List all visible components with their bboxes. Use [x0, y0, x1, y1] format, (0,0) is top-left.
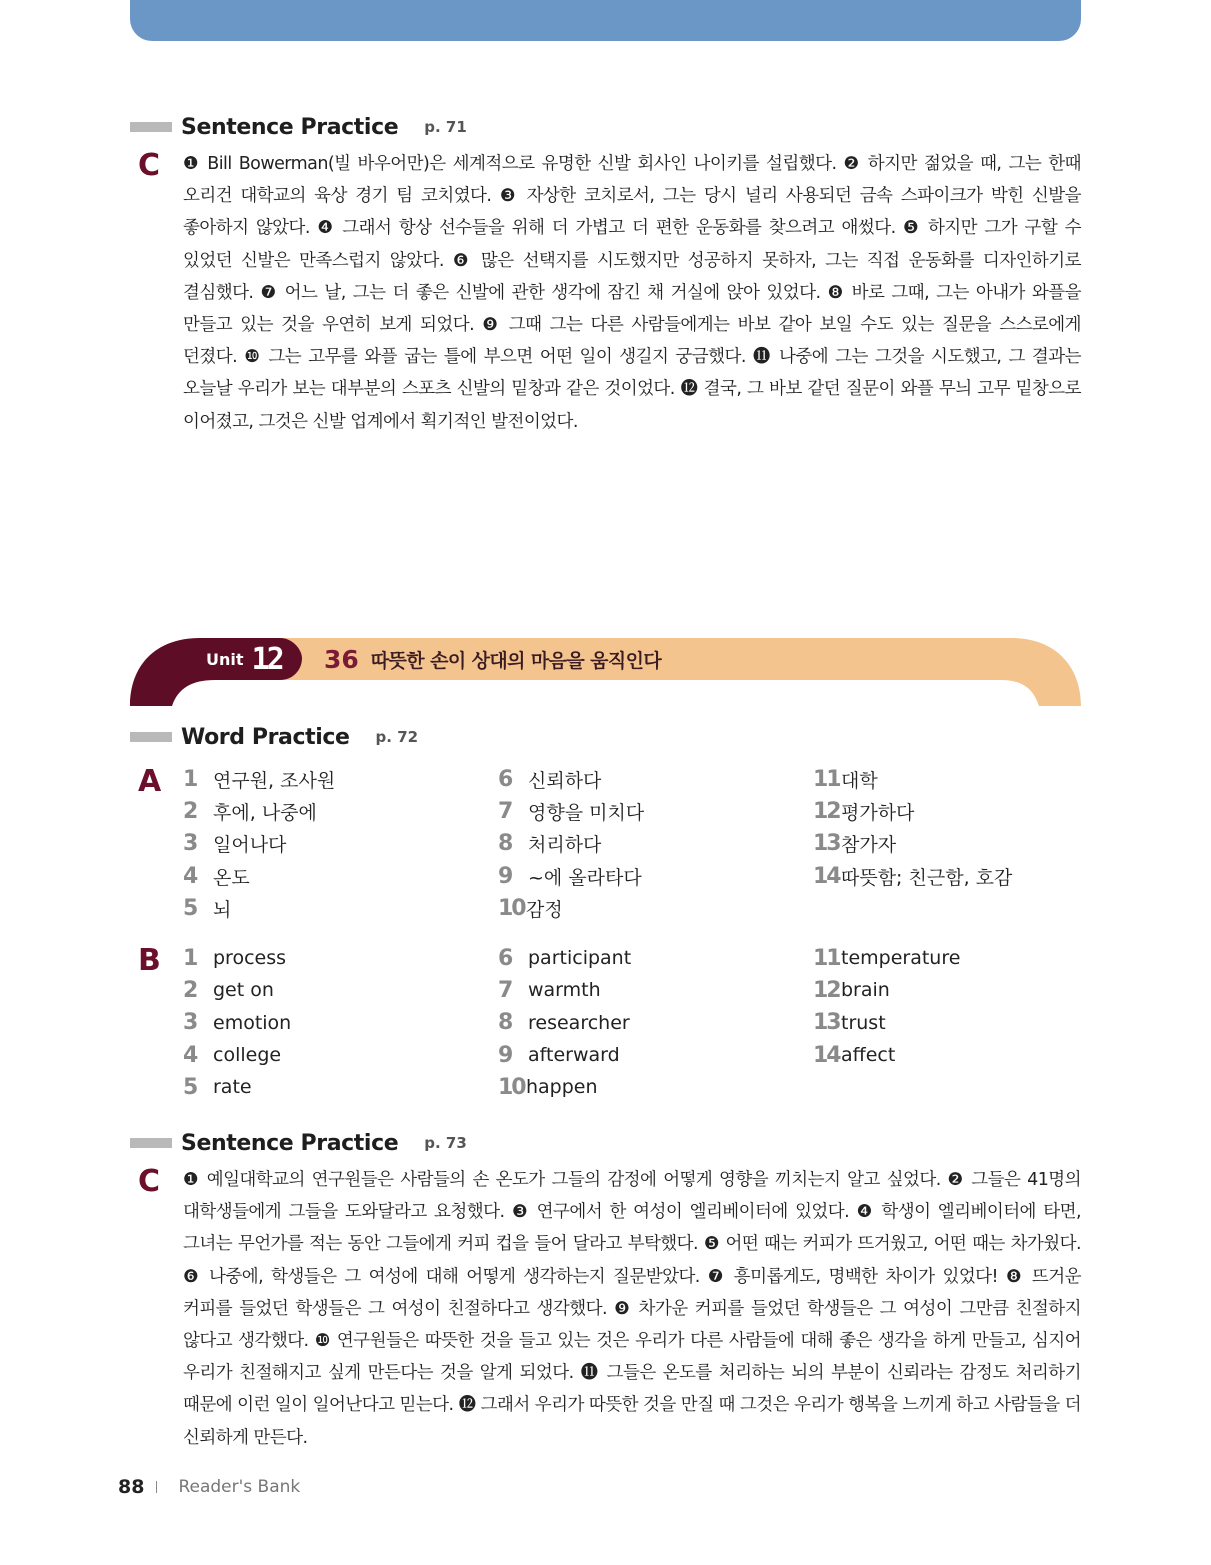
list-item [498, 1071, 798, 1103]
item-number: 13 [813, 831, 840, 857]
list-item [183, 828, 483, 860]
word-list-a-col-3 [813, 763, 1113, 892]
item-text: brain [841, 979, 890, 1002]
item-text: college [213, 1044, 282, 1067]
item-text: emotion [213, 1011, 292, 1034]
item-text: process [213, 947, 287, 970]
list-item [498, 860, 798, 892]
item-number: 13 [813, 1010, 840, 1036]
sentence-practice-answer-text-2: ❶ 예일대학교의 연구원들은 사람들의 손 온도가 그들의 감정에 어떻게 영향을 끼치는지 알고 싶었다. ❷ 그들은 41명의 대학생들에게 그들을 도와달라고 요청했다. ❸ 연구에서 한 여성이 엘리베이터에 있었다. ❹ 학생이 엘리베이터에 타면, 그녀는 무언가를 적는 동안 그들에게 커피 컵을 들어 달라고 부탁했다. ❺ 어떤 때는 커피가 뜨거웠고, 어떤 때는 차가웠다. ❻ 나중에, 학생들은 그 여성에 대해 어떻게 생각하는지 질문받았다. ❼ 흥미롭게도, 명백한 차이가 있었다! ❽ 뜨거운 커피를 들었던 학생들은 그 여성이 친절하다고 생각했다. ❾ 차가운 커피를 들었던 학생들은 그 여성이 그만큼 친절하지 않다고 생각했다. ❿ 연구원들은 따뜻한 것을 들고 있는 것은 우리가 다른 사람들에 대해 좋은 생각을 하게 만들고, 심지어 우리가 친절해지고 싶게 만든다는 것을 알게 되었다. ⓫ 그들은 온도를 처리하는 뇌의 부분이 신뢰라는 감정도 처리하기 때문에 이런 일이 일어난다고 믿는다. ⓬ 그래서 우리가 따뜻한 것을 만질 때 그것은 우리가 행복을 느끼게 하고 사람들을 더 신뢰하게 만든다. [183, 1170, 1081, 1448]
unit-number: 12 [251, 641, 282, 677]
item-number: 4 [183, 863, 199, 889]
word-list-a-col-2 [498, 763, 798, 924]
item-text: 신뢰하다 [528, 769, 602, 792]
item-number: 14 [813, 1042, 840, 1068]
list-item [183, 763, 483, 795]
item-number: 11 [813, 766, 840, 792]
list-item [183, 1071, 483, 1103]
section-heading-word-practice [130, 722, 418, 752]
lesson-title [324, 645, 661, 673]
item-text: get on [213, 979, 274, 1002]
word-list-b-col-1 [183, 942, 483, 1103]
footer-divider [156, 1481, 157, 1493]
list-item [813, 1039, 1113, 1071]
list-item [183, 1007, 483, 1039]
unit-word: Unit [206, 649, 244, 669]
word-list-a-col-1 [183, 763, 483, 924]
item-number: 4 [183, 1042, 199, 1068]
item-number: 11 [813, 945, 840, 971]
item-number: 7 [498, 798, 514, 824]
list-item [183, 795, 483, 827]
item-number: 8 [498, 1010, 514, 1036]
item-number: 3 [183, 1010, 199, 1036]
item-number: 12 [813, 977, 840, 1003]
item-text: 감정 [526, 898, 563, 921]
list-item [813, 828, 1113, 860]
exercise-letter-c-2: C [138, 1164, 161, 1199]
item-text: 뇌 [213, 898, 232, 921]
book-title: Reader's Bank [178, 1477, 301, 1497]
list-item [498, 795, 798, 827]
section-bar [130, 122, 172, 132]
list-item [498, 828, 798, 860]
word-list-b-col-3 [813, 942, 1113, 1071]
item-number: 1 [183, 766, 199, 792]
section-bar [130, 1138, 172, 1148]
item-text: 일어나다 [213, 834, 287, 857]
item-number: 7 [498, 977, 514, 1003]
item-text: ~에 올라타다 [528, 866, 642, 889]
list-item [183, 942, 483, 974]
list-item [183, 974, 483, 1006]
item-text: 대학 [841, 769, 878, 792]
section-heading-sentence-practice-1 [130, 112, 467, 142]
section-page-ref: p. 72 [375, 728, 419, 746]
list-item [498, 763, 798, 795]
item-text: 영향을 미치다 [528, 801, 645, 824]
item-number: 9 [498, 1042, 514, 1068]
item-number: 10 [498, 1074, 525, 1100]
list-item [813, 1007, 1113, 1039]
item-text: warmth [528, 979, 601, 1002]
page-number: 88 [118, 1476, 145, 1498]
item-text: researcher [528, 1011, 630, 1034]
section-page-ref: p. 71 [424, 118, 467, 136]
item-number: 5 [183, 895, 199, 921]
exercise-letter-a: A [138, 764, 162, 799]
unit-label [206, 641, 282, 677]
item-text: trust [841, 1011, 886, 1034]
item-number: 3 [183, 831, 199, 857]
list-item [813, 860, 1113, 892]
item-text: 평가하다 [841, 801, 915, 824]
item-number: 5 [183, 1074, 199, 1100]
word-list-b-col-2 [498, 942, 798, 1103]
item-text: temperature [841, 947, 961, 970]
item-text: rate [213, 1076, 252, 1099]
item-text: affect [841, 1044, 896, 1067]
page-footer [118, 1474, 300, 1500]
item-number: 2 [183, 977, 199, 1003]
item-text: 따뜻함; 친근함, 호감 [841, 866, 1013, 889]
list-item [813, 974, 1113, 1006]
item-text: happen [526, 1076, 598, 1099]
lesson-title-text: 따뜻한 손이 상대의 마음을 움직인다 [370, 649, 662, 672]
list-item [183, 892, 483, 924]
lesson-number: 36 [324, 644, 359, 674]
item-number: 1 [183, 945, 199, 971]
section-title: Sentence Practice [181, 1130, 399, 1156]
sentence-practice-answer-text-1: ❶ Bill Bowerman(빌 바우어만)은 세계적으로 유명한 신발 회사인 나이키를 설립했다. ❷ 하지만 젊었을 때, 그는 한때 오리건 대학교의 육상 경기 팀 코치였다. ❸ 자상한 코치로서, 그는 당시 널리 사용되던 금속 스파이크가 박힌 신발을 좋아하지 않았다. ❹ 그래서 항상 선수들을 위해 더 가볍고 더 편한 운동화를 찾으려고 애썼다. ❺ 하지만 그가 구할 수 있었던 신발은 만족스럽지 않았다. ❻ 많은 선택지를 시도했지만 성공하지 못하자, 그는 직접 운동화를 디자인하기로 결심했다. ❼ 어느 날, 그는 더 좋은 신발에 관한 생각에 잠긴 채 거실에 앉아 있었다. ❽ 바로 그때, 그는 아내가 와플을 만들고 있는 것을 우연히 보게 되었다. ❾ 그때 그는 다른 사람들에게는 바보 같아 보일 수도 있는 질문을 스스로에게 던졌다. ❿ 그는 고무를 와플 굽는 틀에 부으면 어떤 일이 생길지 궁금했다. ⓫ 나중에 그는 그것을 시도했고, 그 결과는 오늘날 우리가 보는 대부분의 스포츠 신발의 밑창과 같은 것이었다. ⓬ 결국, 그 바보 같던 질문이 와플 무늬 고무 밑창으로 이어졌고, 그것은 신발 업계에서 획기적인 발전이었다. [183, 154, 1081, 432]
item-number: 8 [498, 831, 514, 857]
item-number: 2 [183, 798, 199, 824]
list-item [183, 1039, 483, 1071]
list-item [498, 892, 798, 924]
section-heading-sentence-practice-2 [130, 1128, 467, 1158]
item-text: 온도 [213, 866, 250, 889]
list-item [813, 942, 1113, 974]
list-item [498, 1007, 798, 1039]
item-text: 참가자 [841, 834, 897, 857]
exercise-letter-c-1: C [138, 148, 161, 183]
item-text: participant [528, 947, 632, 970]
item-number: 14 [813, 863, 840, 889]
section-title: Word Practice [181, 724, 350, 750]
section-title: Sentence Practice [181, 114, 399, 140]
item-text: afterward [528, 1044, 620, 1067]
list-item [813, 763, 1113, 795]
list-item [498, 1039, 798, 1071]
top-header-band [130, 0, 1081, 41]
item-number: 9 [498, 863, 514, 889]
item-text: 후에, 나중에 [213, 801, 317, 824]
item-number: 12 [813, 798, 840, 824]
item-number: 6 [498, 766, 514, 792]
exercise-letter-b: B [138, 943, 161, 978]
item-number: 6 [498, 945, 514, 971]
list-item [498, 974, 798, 1006]
item-text: 처리하다 [528, 834, 602, 857]
list-item [813, 795, 1113, 827]
list-item [498, 942, 798, 974]
section-page-ref: p. 73 [424, 1134, 467, 1152]
item-text: 연구원, 조사원 [213, 769, 336, 792]
item-number: 10 [498, 895, 525, 921]
list-item [183, 860, 483, 892]
section-bar [130, 732, 172, 742]
